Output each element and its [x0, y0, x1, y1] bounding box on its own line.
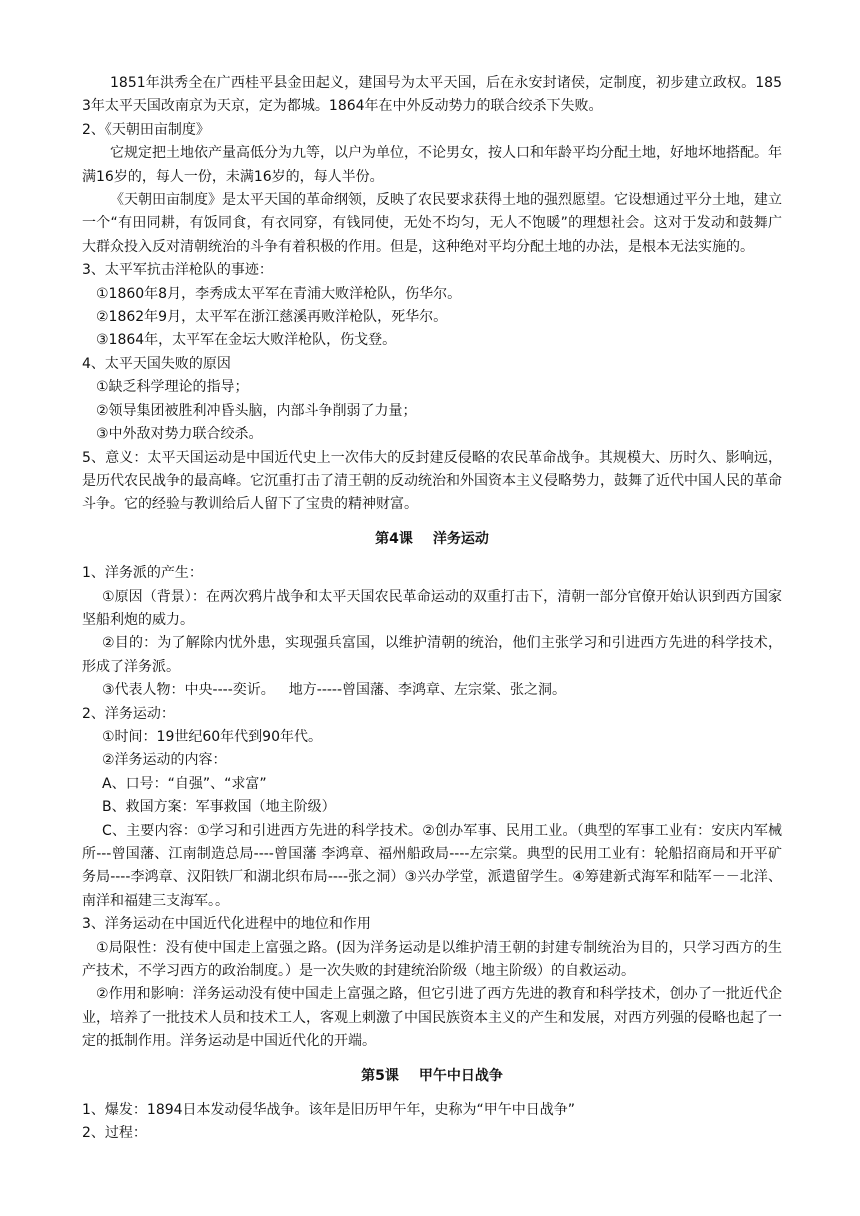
failure-heading: 4、太平天国失败的原因 — [82, 355, 231, 372]
process-heading: 2、过程： — [82, 1125, 147, 1142]
effect-paragraph: ②作用和影响：洋务运动没有使中国走上富强之路，但它引进了西方先进的教育和科学技术，创办了一批近代企业，培养了一批技术人员和技术工人，客观上刺激了中国民族资本主义的产生和发展，对西方列强的侵略也起了一定的抵制作用。洋务运动是中国近代化的开端。 — [82, 986, 782, 1050]
lesson-5-title — [82, 1065, 782, 1088]
origin-heading: 1、洋务派的产生： — [82, 565, 203, 582]
origin-people-local: 地方-----曾国藩、李鸿章、左宗棠、张之洞。 — [288, 682, 567, 699]
list-item: ②1862年9月，太平军在浙江慈溪再败洋枪队，死华尔。 — [96, 309, 448, 326]
outbreak-paragraph: 1、爆发：1894日本发动侵华战争。该年是旧历甲午年，史称为“甲午中日战争” — [82, 1102, 576, 1119]
meaning-paragraph: 5、意义：太平天国运动是中国近代史上一次伟大的反封建反侵略的农民革命战争。其规模大、历时久、影响远，是历代农民战争的最高峰。它沉重打击了清王朝的反动统治和外国资本主义侵略势力，鼓舞了近代中国人民的革命斗争。它的经验与教训给后人留下了宝贵的精神财富。 — [82, 449, 782, 513]
movement-time: ①时间：19世纪60年代到90年代。 — [102, 728, 322, 745]
lesson-5-name: 甲午中日战争 — [418, 1067, 503, 1084]
origin-purpose: ②目的：为了解除内忧外患，实现强兵富国，以维护清朝的统治，他们主张学习和引进西方先进的科学技术，形成了洋务派。 — [82, 635, 782, 675]
origin-people-central: ③代表人物：中央----奕䜣。 — [102, 682, 275, 699]
taiping-intro-paragraph: 1851年洪秀全在广西桂平县金田起义，建国号为太平天国，后在永安封诸侯，定制度，初步建立政权。1853年太平天国改南京为天京，定为都城。1864年在中外反动势力的联合绞杀下失败。 — [82, 75, 782, 115]
limitation-paragraph: ①局限性：没有使中国走上富强之路。(因为洋务运动是以维护清王朝的封建专制统治为目的，只学习西方的生产技术，不学习西方的政治制度。）是一次失败的封建统治阶级（地主阶级）的自救运动。 — [82, 939, 782, 980]
lesson-4-name: 洋务运动 — [432, 530, 489, 547]
list-item: ③1864年，太平军在金坛大败洋枪队，伤戈登。 — [96, 332, 397, 349]
lesson-5-number: 第5课 — [361, 1067, 399, 1084]
status-heading: 3、洋务运动在中国近代化进程中的地位和作用 — [82, 916, 371, 933]
movement-content-heading: ②洋务运动的内容： — [102, 752, 227, 769]
lesson-4-title — [82, 528, 782, 551]
movement-heading: 2、洋务运动： — [82, 705, 175, 722]
list-item: ①缺乏科学理论的指导； — [96, 379, 249, 396]
movement-plan: B、救国方案：军事救国（地主阶级） — [102, 799, 336, 816]
yangqiang-heading: 3、太平军抗击洋枪队的事迹： — [82, 262, 273, 279]
origin-reason: ①原因（背景）：在两次鸦片战争和太平天国农民革命运动的双重打击下，清朝一部分官僚开始认识到西方国家坚船利炮的威力。 — [82, 588, 782, 628]
tianchao-paragraph-1: 它规定把土地依产量高低分为九等，以户为单位，不论男女，按人口和年龄平均分配土地，好地坏地搭配。年满16岁的，每人一份，未满16岁的，每人半份。 — [82, 145, 782, 185]
lesson-4-number: 第4课 — [375, 530, 413, 547]
list-item: ①1860年8月，李秀成太平军在青浦大败洋枪队，伤华尔。 — [96, 285, 462, 302]
tianchao-heading: 2、《天朝田亩制度》 — [82, 121, 210, 138]
movement-main-content: C、主要内容：①学习和引进西方先进的科学技术。②创办军事、民用工业。（典型的军事工业有：安庆内军械所---曾国藩、江南制造总局----曾国藩 李鸿章、福州船政局----左宗棠。典型的民用工业有：轮船招商局和开平矿务局----李鸿章、汉阳铁厂和湖北织布局----张之洞）③兴办学堂，派遣留学生。④筹建新式海军和陆军－－北洋、南洋和福建三支海军。。 — [82, 822, 782, 909]
document-page — [82, 72, 782, 1146]
tianchao-paragraph-2: 《天朝田亩制度》是太平天国的革命纲领，反映了农民要求获得土地的强烈愿望。它设想通过平分土地，建立一个“有田同耕，有饭同食，有衣同穿，有钱同使，无处不均匀，无人不饱暖”的理想社会。这对于发动和鼓舞广大群众投入反对清朝统治的斗争有着积极的作用。但是，这种绝对平均分配土地的办法，是根本无法实施的。 — [82, 192, 782, 255]
movement-slogan: A、口号：“自强”、“求富” — [102, 775, 267, 792]
list-item: ③中外敌对势力联合绞杀。 — [96, 426, 263, 443]
list-item: ②领导集团被胜利冲昏头脑，内部斗争削弱了力量； — [96, 402, 417, 419]
origin-people — [82, 679, 782, 702]
